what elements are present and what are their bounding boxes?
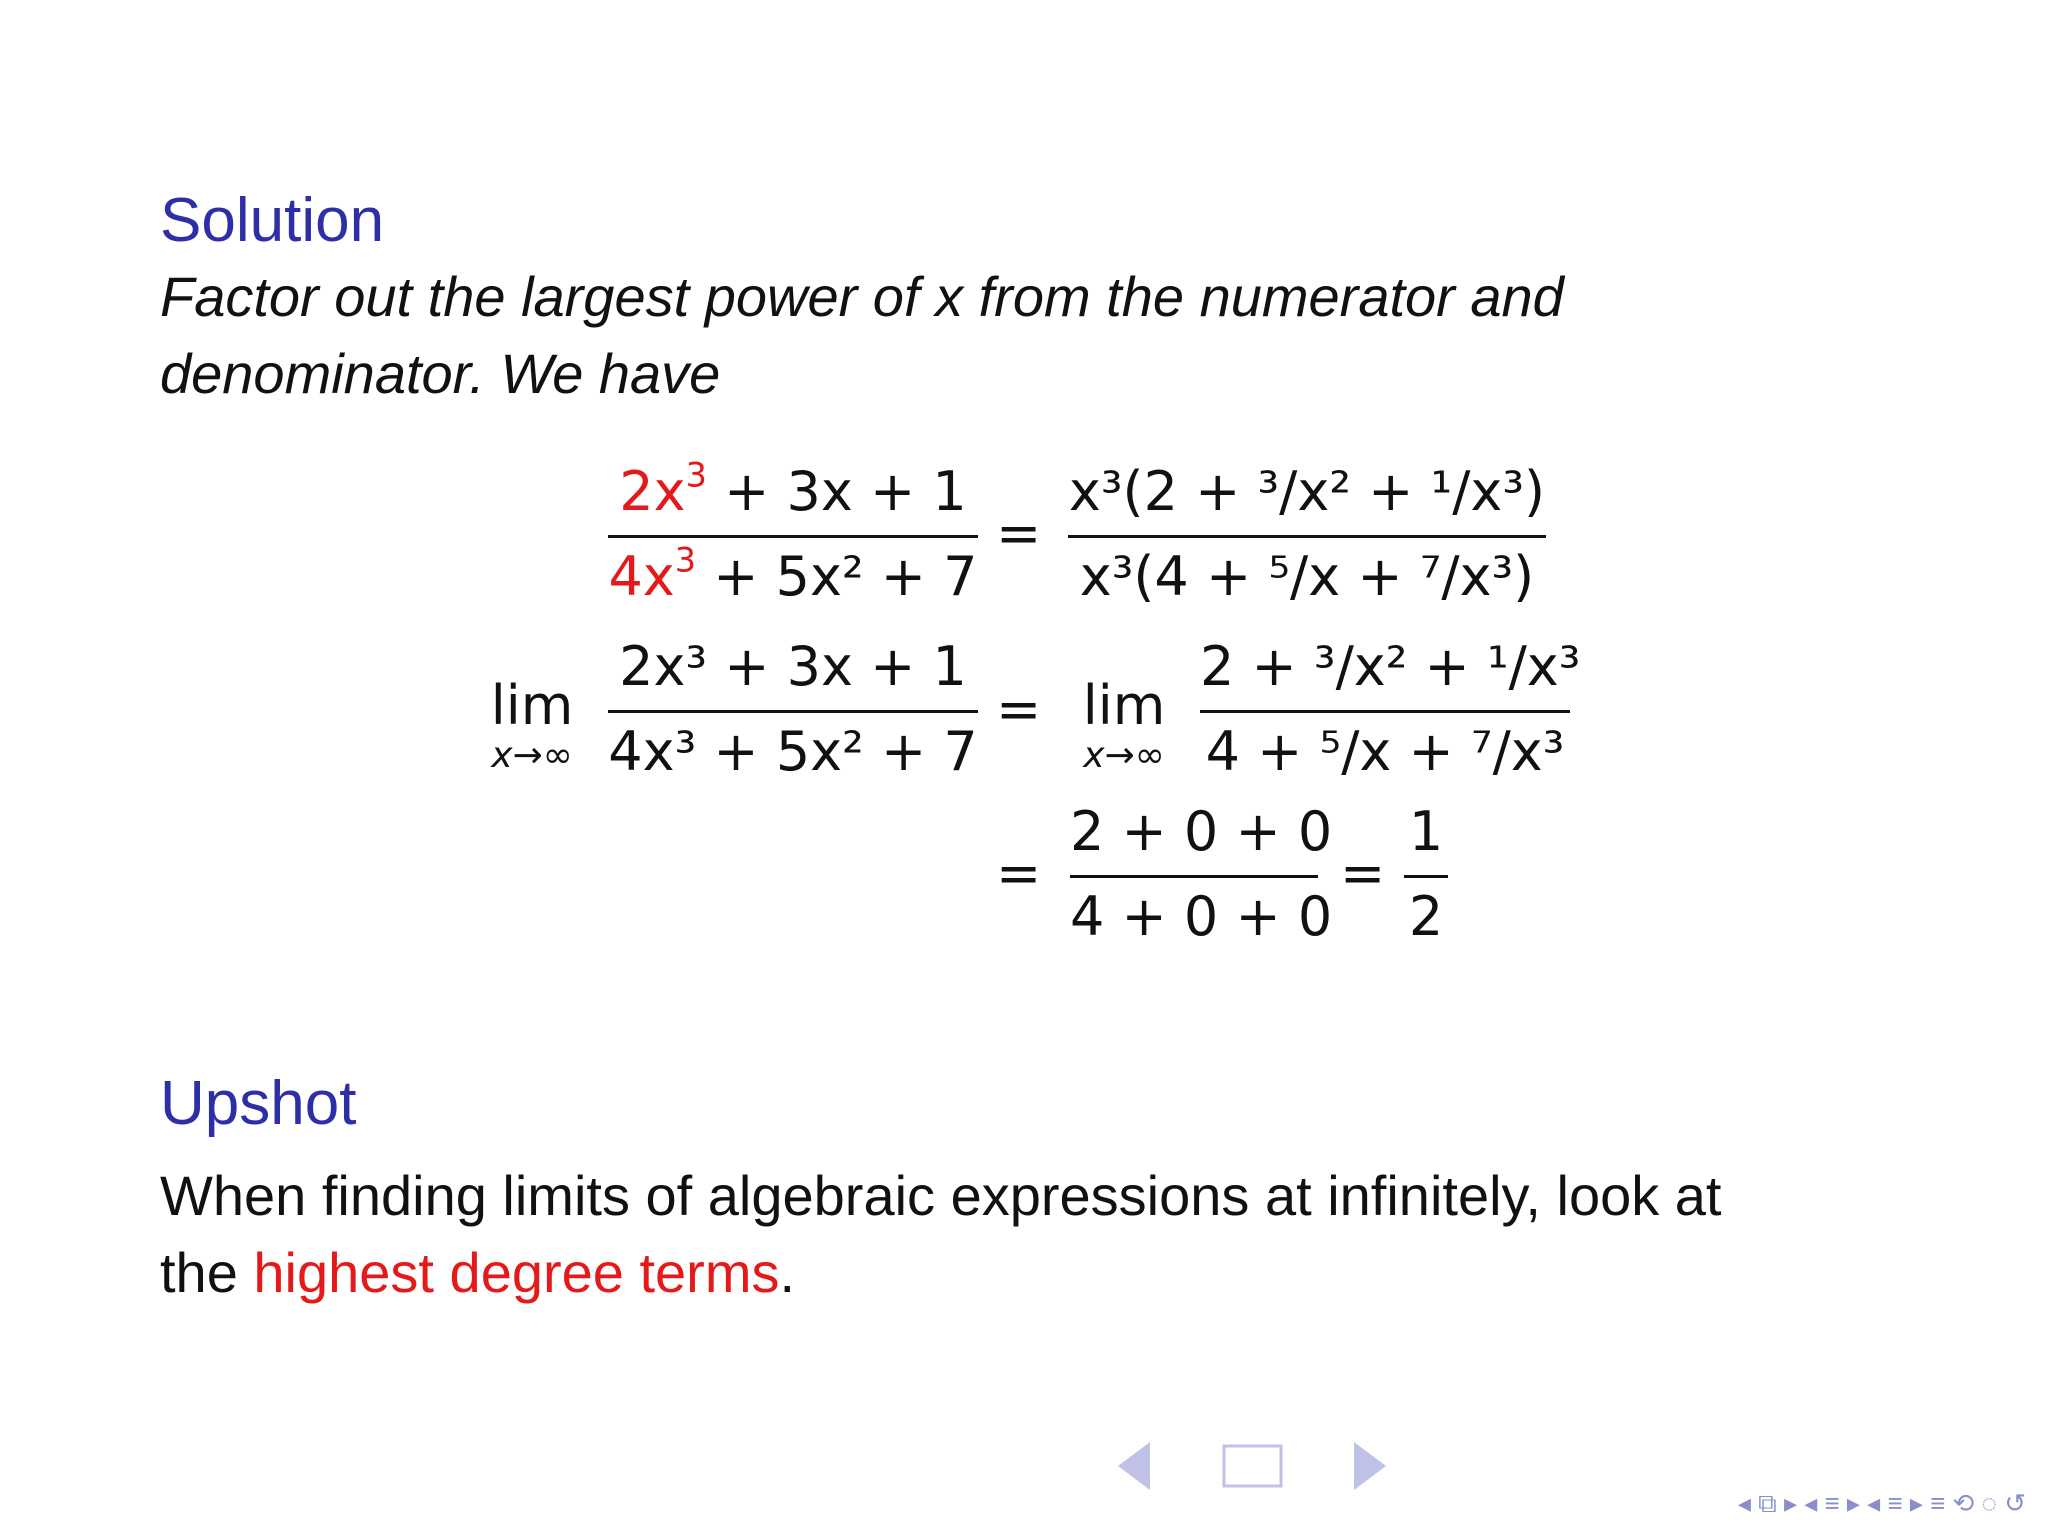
upshot-line-1: When finding limits of algebraic expressions at infinitely, look at — [160, 1164, 1722, 1227]
next-slide-button[interactable] — [1352, 1440, 1388, 1492]
eq2-lhs-fraction-bar — [608, 710, 978, 713]
upshot-line-2: the highest degree terms. — [160, 1241, 796, 1304]
eq2-rhs-limit: lim x→∞ — [1082, 674, 1166, 776]
upshot-heading: Upshot — [160, 1069, 357, 1138]
eq1-lhs-denominator: $4x^3 + 5x^2 + 7$ — [608, 540, 978, 608]
eq2-rhs-numerator: 2 + ³/x² + ¹/x³ — [1200, 635, 1581, 698]
triangle-right-icon — [1352, 1440, 1388, 1492]
beamer-navigation-symbols[interactable]: ◂ ⧉ ▸ ◂ ≡ ▸ ◂ ≡ ▸ ≡ ⟲ ◌ ↺ — [1737, 1488, 2026, 1518]
frame-button[interactable] — [1222, 1444, 1284, 1488]
eq1-lhs-fraction-bar — [608, 535, 978, 538]
eq1-rhs-denominator: x³(4 + ⁵/x + ⁷/x³) — [1079, 545, 1535, 608]
eq2-lhs-numerator: 2x³ + 3x + 1 — [619, 635, 967, 698]
eq1-rhs-numerator: x³(2 + ³/x² + ¹/x³) — [1068, 460, 1546, 523]
eq2-rhs-fraction-bar — [1200, 710, 1570, 713]
eq1-equals: = — [996, 502, 1042, 565]
highlight-text: highest degree terms — [253, 1241, 780, 1304]
eq1-rhs-fraction — [1068, 455, 1546, 615]
eq3-result-fraction — [1404, 795, 1448, 955]
solution-heading: Solution — [160, 186, 385, 255]
eq1-rhs-fraction-bar — [1068, 535, 1546, 538]
eq3-numerator: 2 + 0 + 0 — [1070, 800, 1333, 863]
eq3-equals-1: = — [996, 842, 1042, 905]
prev-slide-button[interactable] — [1116, 1440, 1152, 1492]
eq2-lhs-limit: lim x→∞ — [490, 674, 574, 776]
eq1-lhs-fraction — [608, 455, 978, 615]
eq3-result-denominator: 2 — [1408, 885, 1444, 948]
solution-line-1: Factor out the largest power of x from the numerator and — [160, 265, 1564, 328]
eq3-result-numerator: 1 — [1408, 800, 1444, 863]
upshot-text — [160, 1157, 2010, 1311]
eq1-lhs-numerator: $2x^3 + 3x + 1$ — [619, 455, 967, 523]
eq3-fraction-bar — [1070, 875, 1318, 878]
eq2-equals: = — [996, 678, 1042, 741]
eq3-fraction — [1070, 795, 1333, 955]
eq2-rhs-fraction — [1200, 630, 1581, 790]
triangle-left-icon — [1116, 1440, 1152, 1492]
eq2-lhs-denominator: 4x³ + 5x² + 7 — [608, 720, 978, 783]
eq3-result-fraction-bar — [1404, 875, 1448, 878]
eq3-denominator: 4 + 0 + 0 — [1070, 885, 1333, 948]
eq2-rhs-denominator: 4 + ⁵/x + ⁷/x³ — [1205, 720, 1565, 783]
solution-line-2: denominator. We have — [160, 342, 721, 405]
eq2-lhs-fraction — [608, 630, 978, 790]
eq3-equals-2: = — [1340, 842, 1386, 905]
rectangle-frame-icon — [1222, 1444, 1284, 1488]
